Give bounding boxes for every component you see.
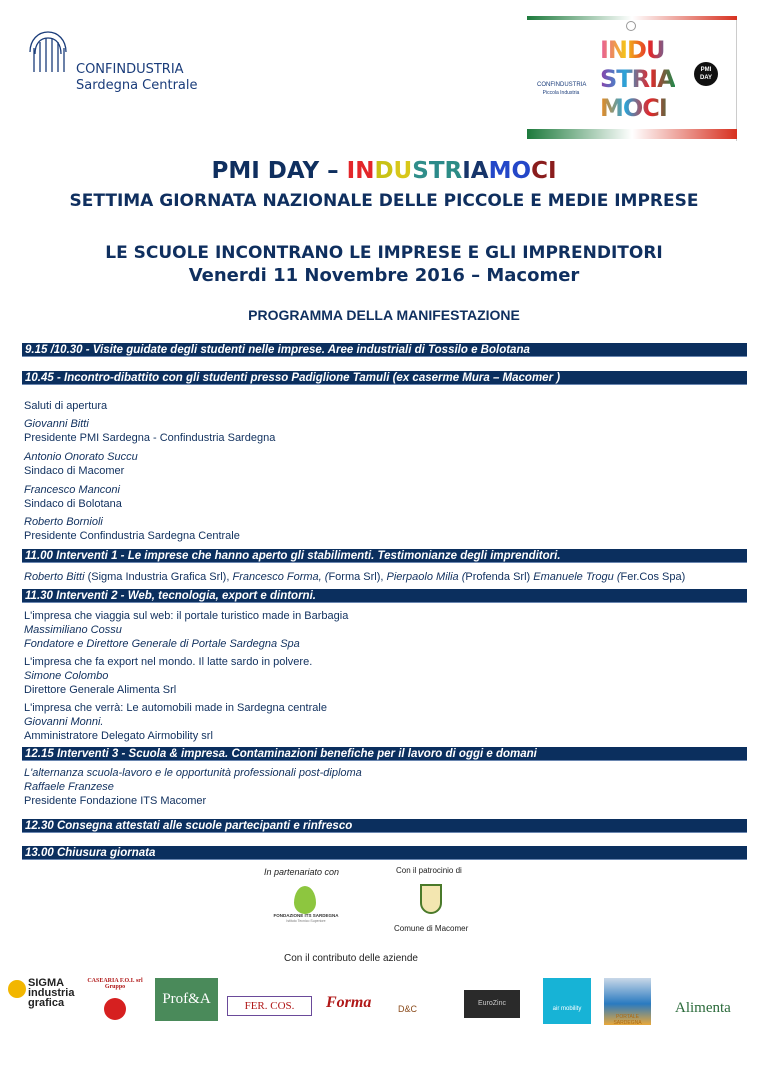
sponsor-portale-text: PORTALE SARDEGNA [613,1014,642,1026]
partner-label: In partenariato con [264,867,340,877]
sponsor-casearia [84,978,146,1020]
hang-hole-icon [626,21,636,31]
talk-speaker: Massimiliano Cossu [24,624,122,636]
sponsor-portale-sardegna [604,978,651,1025]
sponsor-sigma [8,978,78,1012]
word-stria: STRIA [600,65,675,93]
brand-letter: S [412,158,429,184]
brand-letter: A [470,158,489,184]
speaker-name: Roberto Bornioli [24,516,103,528]
logo-line1: CONFINDUSTRIA [76,62,184,77]
testimonial-name: Emanuele Trogu ( [533,571,621,583]
talk-speaker: Simone Colombo [24,670,109,682]
patronage-name: Comune di Macomer [394,924,469,933]
partner-sub: Istituto Tecnico Superiore [286,919,326,923]
testimonials-line [24,571,685,584]
contrib-label: Con il contributo delle aziende [284,953,418,964]
confindustria-emblem-icon [24,28,72,76]
sponsor-forma [326,994,384,1012]
word-indu: INDU [600,36,675,65]
piccola-industria: Piccola Industria [542,90,580,96]
brand-letter: N [355,158,375,184]
sponsor-fercos [227,996,312,1016]
talk-topic: L'impresa che verrà: Le automobili made in Sardegna centrale [24,702,327,714]
sponsor-airmobility-text: air mobility [552,1006,582,1012]
headline: LE SCUOLE INCONTRANO LE IMPRESE E GLI IMPRENDITORI [105,243,663,263]
testimonial-name: Roberto Bitti [24,571,85,583]
speaker-role: Presidente Confindustria Sardegna Centrale [24,530,240,542]
sponsor-profea [155,978,218,1021]
speaker-name: Antonio Onorato Succu [24,451,138,463]
tricolor-bottom [527,129,737,139]
confindustria-logo [24,28,214,98]
testimonial-company: (Sigma Industria Grafica Srl), [84,571,233,583]
its-leaf-icon [294,886,316,914]
event-date: Venerdi 11 Novembre 2016 – Macomer [188,265,580,286]
talk-role: Presidente Fondazione ITS Macomer [24,795,207,807]
talk-role: Amministratore Delegato Airmobility srl [24,730,213,742]
brand-letter: I [462,158,471,184]
brand-letter: M [488,158,512,184]
talk-topic: L'alternanza scuola-lavoro e le opportunità professionali post-diploma [24,767,362,779]
brand-letter: T [428,158,445,184]
sponsor-alimenta-text: Alimenta [675,1000,731,1016]
talk-speaker: Giovanni Monni. [24,716,104,728]
talk-role: Fondatore e Direttore Generale di Portale Sardegna Spa [24,638,300,650]
sponsor-eurozinc [464,990,520,1018]
sponsor-forma-text: Forma [326,994,372,1011]
testimonial-name: Francesco Forma, ( [232,571,329,583]
brand-letter: I [346,158,356,184]
testimonial-company: Forma Srl), [328,571,387,583]
testimonial-company: Fer.Cos Spa) [620,571,686,583]
program-bar-5: 12.15 Interventi 3 - Scuola & impresa. Contaminazioni benefiche per il lavoro di oggi e domani [22,747,747,761]
word-moci: MOCI [600,94,675,123]
patronage-label: Con il patrocinio di [396,866,462,875]
main-title [0,158,768,184]
industriamoci-word [600,36,675,123]
macomer-coat-of-arms-icon [420,884,442,914]
sponsor-eurozinc-text: EuroZinc [477,1000,506,1007]
speaker-name: Francesco Manconi [24,484,120,496]
talk-topic: L'impresa che viaggia sul web: il portale turistico made in Barbagia [24,610,349,622]
pmi-day-text: PMI DAY [699,67,713,81]
program-bar-4: 11.30 Interventi 2 - Web, tecnologia, export e dintorni. [22,589,747,603]
sponsor-airmobility [543,978,591,1024]
program-bar-3: 11.00 Interventi 1 - Le imprese che hanno aperto gli stabilimenti. Testimonianze degli imprenditori. [22,549,747,563]
sponsor-dc [398,1004,417,1014]
speaker-role: Presidente PMI Sardegna - Confindustria Sardegna [24,432,276,444]
testimonial-company: Profenda Srl) [465,571,534,583]
partner-name: FONDAZIONE ITS SARDEGNA [273,913,339,918]
industriamoci-banner [527,16,737,141]
sponsor-alimenta [675,1000,731,1017]
brand-letter: O [511,158,532,184]
speaker-role: Sindaco di Bolotana [24,498,122,510]
sponsor-sigma-text: SIGMA industria grafica [28,977,75,1009]
program-bar-1: 9.15 /10.30 - Visite guidate degli studenti nelle imprese. Aree industriali di Tossilo e Bolotana [22,343,747,357]
program-heading: PROGRAMMA DELLA MANIFESTAZIONE [248,307,520,323]
pmi-day-badge [694,62,718,86]
speaker-name: Giovanni Bitti [24,418,89,430]
sponsor-profea-text: Prof&A [162,991,211,1007]
tricolor-top [527,16,737,20]
program-bar-7: 13.00 Chiusura giornata [22,846,747,860]
brand-letter: I [547,158,557,184]
program-bar-2: 10.45 - Incontro-dibattito con gli studenti presso Padiglione Tamuli (ex caserme Mura – Macomer ) [22,371,747,385]
title-brand [347,158,557,184]
sponsor-fercos-text: FER. COS. [244,1000,295,1012]
logo-line2: Sardegna Centrale [76,78,198,93]
sponsor-casearia-text: CASEARIA F.O.I. srl Gruppo [87,978,143,990]
talk-topic: L'impresa che fa export nel mondo. Il latte sardo in polvere. [24,656,313,668]
confindustria-small: CONFINDUSTRIA [537,82,587,88]
program-bar-6: 12.30 Consegna attestati alle scuole partecipanti e rinfresco [22,819,747,833]
title-prefix: PMI DAY – [211,158,347,184]
talk-role: Direttore Generale Alimenta Srl [24,684,177,696]
saluti: Saluti di apertura [24,400,108,412]
brand-letter: D [374,158,394,184]
testimonial-name: Pierpaolo Milia ( [386,571,466,583]
subtitle: SETTIMA GIORNATA NAZIONALE DELLE PICCOLE E MEDIE IMPRESE [69,191,699,211]
sponsor-dc-text: D&C [398,1004,418,1014]
brand-letter: U [393,158,413,184]
talk-speaker: Raffaele Franzese [24,781,114,793]
brand-letter: C [531,158,548,184]
speaker-role: Sindaco di Macomer [24,465,125,477]
brand-letter: R [444,158,463,184]
